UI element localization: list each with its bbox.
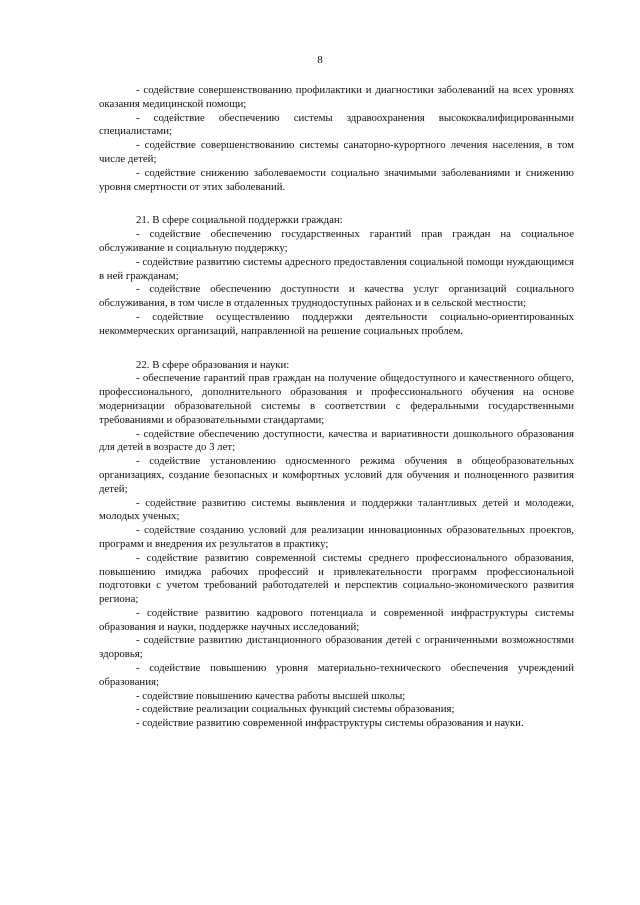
list-item: - содействие повышению уровня материально-технического обеспечения учреждений образования; — [99, 662, 574, 688]
list-item: - содействие созданию условий для реализации инновационных образовательных проектов, программ и внедрения их результатов в практику; — [99, 524, 574, 550]
section-21-heading: 21. В сфере социальной поддержки граждан: — [136, 214, 343, 227]
document-body — [99, 84, 574, 731]
section-22-heading: 22. В сфере образования и науки: — [136, 358, 290, 371]
list-item: - содействие развитию современной системы среднего профессионального образования, повышению имиджа рабочих профессий и привлекательности программ профессиональной подготовки с учетом требований работодателей и перспектив социально-экономического развития региона; — [99, 551, 574, 606]
list-item: - содействие обеспечению доступности, качества и вариативности дошкольного образования для детей в возрасте до 3 лет; — [99, 427, 574, 454]
list-item: - содействие повышению качества работы высшей школы; — [136, 689, 406, 702]
section-22 — [99, 359, 574, 732]
list-item: - содействие обеспечению государственных гарантий прав граждан на социальное обслуживание и социальную поддержку; — [99, 228, 574, 254]
list-item: - содействие обеспечению доступности и качества услуг организаций социального обслуживания, в том числе в отдаленных труднодоступных районах и в сельской местности; — [99, 283, 574, 310]
list-item: - содействие совершенствованию системы санаторно-курортного лечения населения, в том числе детей; — [99, 139, 574, 165]
health-list — [99, 84, 574, 194]
list-item: - содействие реализации социальных функций системы образования; — [136, 703, 455, 716]
list-item: - содействие установлению односменного режима обучения в общеобразовательных организациях, создание безопасных и комфортных условий для обучения и полноценного развития детей; — [99, 455, 574, 495]
section-21 — [99, 214, 574, 338]
list-item: - содействие развитию современной инфраструктуры системы образования и науки. — [136, 717, 524, 730]
page-number: 8 — [317, 54, 323, 66]
list-item: - обеспечение гарантий прав граждан на получение общедоступного и качественного общего, профессионального, дополнительного образования и профессионального обучения на основе модернизации образовательной системы в соответствии с федеральными государственными требованиями и образовательными стандартами; — [99, 372, 574, 426]
list-item: - содействие развитию системы выявления и поддержки талантливых детей и молодежи, молодых ученых; — [99, 496, 574, 523]
list-item: - содействие развитию дистанционного образования детей с ограниченными возможностями здоровья; — [99, 634, 574, 661]
list-item: - содействие снижению заболеваемости социально значимыми заболеваниями и снижению уровня смертности от этих заболеваний. — [99, 166, 574, 193]
list-item: - содействие совершенствованию профилактики и диагностики заболеваний на всех уровнях оказания медицинской помощи; — [99, 84, 574, 110]
list-item: - содействие обеспечению системы здравоохранения высококвалифицированными специалистами; — [99, 111, 574, 138]
list-item: - содействие осуществлению поддержки деятельности социально-ориентированных некоммерческих организаций, направленной на решение социальных проблем. — [99, 310, 574, 337]
list-item: - содействие развитию системы адресного предоставления социальной помощи нуждающимся в ней гражданам; — [99, 255, 574, 282]
list-item: - содействие развитию кадрового потенциала и современной инфраструктуры системы образования и науки, поддержке научных исследований; — [99, 606, 574, 633]
